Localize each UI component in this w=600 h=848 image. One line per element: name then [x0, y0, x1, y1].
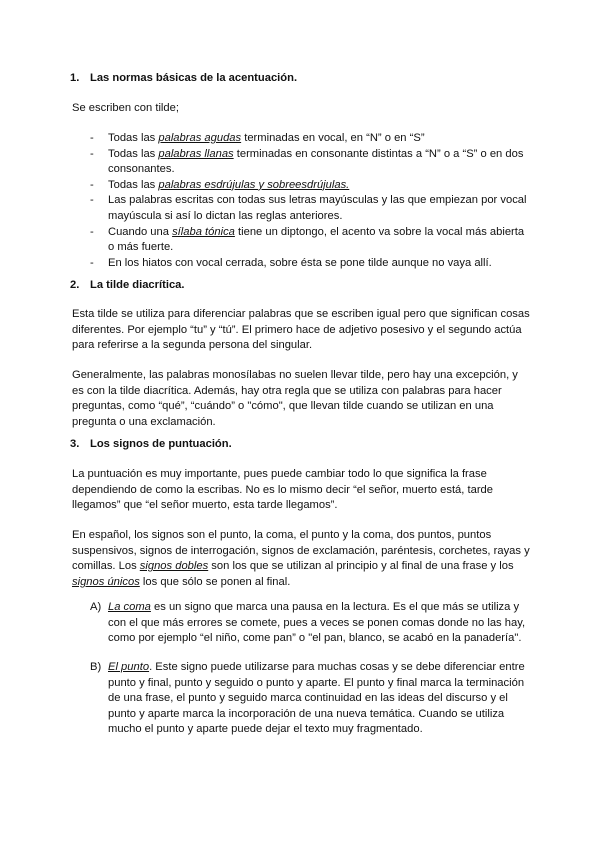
list-item-text: Las palabras escritas con todas sus letras mayúsculas y las que empiezan por vocal mayúscula si así lo dictan las reglas anteriores.	[108, 194, 527, 222]
section-3-number: 3.	[70, 438, 80, 450]
link-el-punto[interactable]: El punto	[108, 661, 150, 673]
section-2-paragraph-1: Esta tilde se utiliza para diferenciar palabras que se escriben igual pero que significan cosas diferentes. Por ejemplo “tu” y “tú”. El primero hace de adjetivo posesivo y el segundo actúa para referirse a la segunda persona del singular.	[72, 308, 530, 352]
section-2-paragraph-2: Generalmente, las palabras monosílabas no suelen llevar tilde, pero hay una excepción, y es con la tilde diacrítica. Además, hay otra regla que se utiliza con palabras para hacer preguntas, como “qué”, “cuándo” o "cómo", que llevan tilde cuando se utilizan en una pregunta o una exclamación.	[72, 369, 518, 428]
list-item-text: terminadas en vocal, en “N” o en “S”	[241, 132, 425, 144]
link-palabras-esdrujulas[interactable]: palabras esdrújulas y sobreesdrújulas.	[158, 178, 350, 191]
section-3-heading	[70, 437, 232, 453]
section-1-title: Las normas básicas de la acentuación.	[90, 72, 298, 84]
dash-bullet: -	[90, 132, 94, 144]
list-item	[72, 131, 530, 147]
dash-bullet: -	[90, 178, 94, 191]
link-palabras-llanas[interactable]: palabras llanas	[158, 147, 234, 160]
list-item-text: Cuando una	[108, 225, 173, 238]
list-item-text: En los hiatos con vocal cerrada, sobre ésta se pone tilde aunque no vaya allí.	[108, 256, 492, 269]
dash-bullet: -	[90, 225, 94, 238]
section-3-paragraph-1: La puntuación es muy importante, pues puede cambiar todo lo que significa la frase dependiendo de como la escribas. No es lo mismo decir “el señor, muerto está, tarde llegamos” que “el señor muerto, esta tarde llegamos”.	[72, 468, 493, 512]
list-item	[72, 147, 530, 178]
list-item-text: Todas las	[108, 178, 159, 191]
paragraph-text: los que sólo se ponen al final.	[139, 575, 291, 588]
item-a-la-coma	[90, 600, 530, 647]
link-palabras-agudas[interactable]: palabras agudas	[158, 132, 242, 144]
list-item-text: tiene un diptongo, el acento va sobre la vocal más abierta o más fuerte.	[108, 225, 525, 254]
list-item-text: Todas las	[108, 147, 159, 160]
item-b-letter: B)	[90, 661, 102, 673]
link-la-coma[interactable]: La coma	[108, 601, 151, 613]
item-b-text: . Este signo puede utilizarse para muchas cosas y se debe diferenciar entre punto y final, punto y seguido o punto y aparte. El punto y final marca la terminación de una frase, el punto y seguido marca continuidad en las ideas del discurso y el punto y aparte marca la incorporación de una nueva temática. Cuando se utiliza mucho el punto y aparte puede dejar el texto muy fragmentado.	[108, 661, 525, 736]
list-item	[72, 178, 530, 194]
dash-bullet: -	[90, 256, 94, 269]
accent-rules-list	[72, 131, 530, 271]
section-1-intro: Se escriben con tilde;	[72, 102, 179, 114]
item-a-letter: A)	[90, 601, 102, 613]
item-b-el-punto	[90, 660, 530, 738]
link-silaba-tonica[interactable]: sílaba tónica	[172, 225, 235, 238]
link-signos-unicos[interactable]: signos únicos	[72, 575, 140, 588]
section-3-title: Los signos de puntuación.	[90, 438, 232, 450]
list-item-text: Todas las	[108, 132, 159, 144]
section-2-title: La tilde diacrítica.	[90, 279, 185, 291]
section-2-number: 2.	[70, 279, 80, 291]
paragraph-text: son los que se utilizan al principio y al final de una frase y los	[208, 560, 514, 573]
dash-bullet: -	[90, 194, 94, 207]
paragraph-text: En español, los signos son el punto, la coma, el punto y la coma, dos puntos, puntos suspensivos, signos de interrogación, signos de exclamación, paréntesis, corchetes, rayas y comillas. Los	[72, 529, 530, 573]
list-item	[72, 256, 530, 272]
dash-bullet: -	[90, 147, 94, 160]
list-item	[72, 193, 530, 224]
section-2-heading	[70, 278, 185, 294]
section-1-number: 1.	[70, 72, 80, 84]
list-item-text: terminadas en consonante distintas a “N” o a “S” o en dos consonantes.	[108, 147, 524, 176]
section-3-paragraph-2	[72, 528, 530, 590]
list-item	[72, 225, 530, 256]
item-a-text: es un signo que marca una pausa en la lectura. Es el que más se utiliza y con el que más errores se comete, pues a veces se ponen comas donde no las hay, como por ejemplo “el niño, come pan” o "el pan, blanco, se acabó en la panadería".	[108, 601, 526, 645]
section-1-heading	[70, 71, 298, 87]
link-signos-dobles[interactable]: signos dobles	[139, 560, 209, 573]
